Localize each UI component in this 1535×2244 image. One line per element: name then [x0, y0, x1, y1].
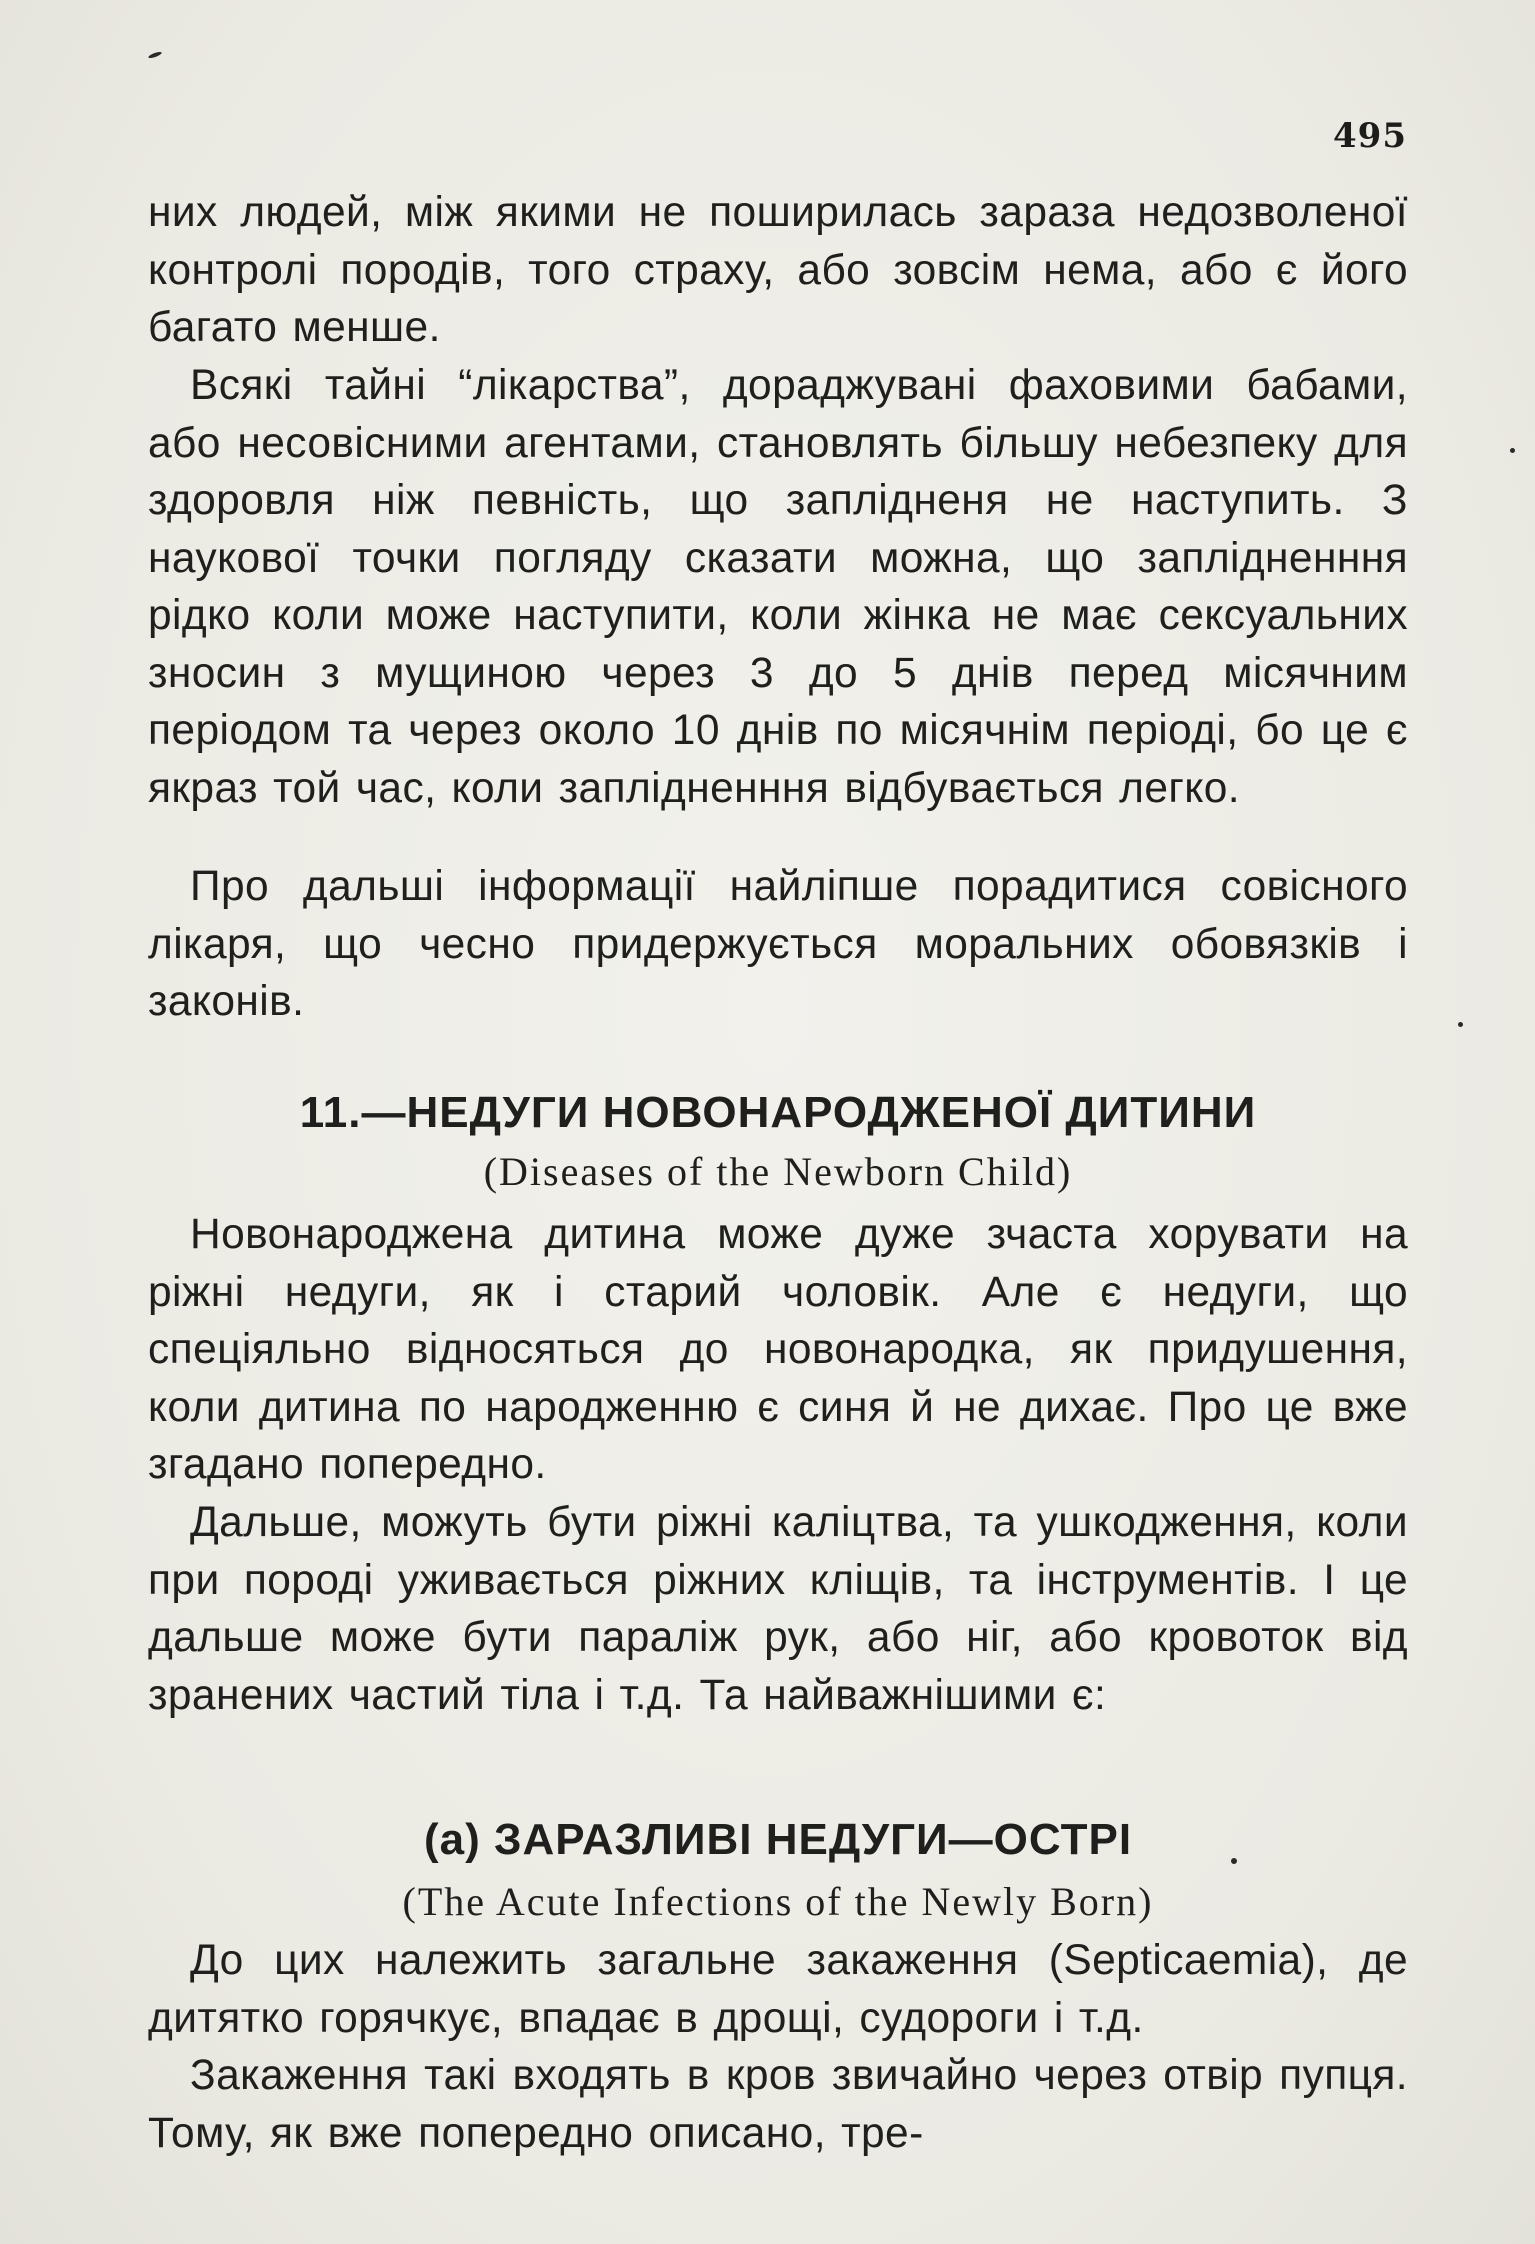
paragraph-septicaemia: До цих належить загальне закаження (Septicaemia), де дитятко горячкує, впадає в дрощі, судороги і т.д. — [148, 1937, 1408, 2042]
section-a-title: (а) ЗАРАЗЛИВІ НЕДУГИ—ОСТРІ — [423, 1815, 1133, 1864]
paragraph-injuries: Дальше, можуть бути ріжні каліцтва, та ушкодження, коли при породі уживається ріжних кліщів, та інструментів. І це дальше може бути параліж рук, або ніг, або кровоток від зранених частий тіла і т.д. Та найважнішими є: — [148, 1499, 1408, 1719]
paragraph-newborn-diseases: Новонароджена дитина може дуже зчаста хорувати на ріжні недуги, як і старий чоловік. Але є недуги, що спеціяльно відносяться до новонародка, як придушення, коли дитина по народженню є синя й не дихає. Про це вже згадано попередно. — [148, 1211, 1408, 1488]
paragraph-remedies: Всякі тайні “лікарства”, дораджувані фаховими бабами, або несовісними агентами, становлять більшу небезпеку для здоровля ніж певність, що заплідненя не наступить. З наукової точки погляду сказати можна, що заплідненння рідко коли може наступити, коли жінка не має сексуальних зносин з мущиною через 3 до 5 днів перед місячним періодом та через около 10 днів по місячнім періоді, бо це є якраз той час, коли заплідненння відбувається легко. — [148, 362, 1408, 812]
section-11-subtitle: (Diseases of the Newborn Child) — [483, 1149, 1073, 1194]
paragraph-continued: них людей, між якими не поширилась зараза недозволеної контролі породів, того страху, або зовсім нема, або є його багато менше. — [148, 189, 1408, 351]
paragraph-advice: Про дальші інформації найліпше порадитися совісного лікаря, що чесно придержується моральних обовязків і законів. — [148, 863, 1408, 1025]
paragraph-infection-entry: Закаження такі входять в кров звичайно через отвір пупця. Тому, як вже попередно описано, тре- — [148, 2052, 1408, 2157]
ink-speck — [1458, 1022, 1463, 1027]
page-number: 495 — [1333, 116, 1407, 156]
ink-speck — [148, 51, 163, 60]
ink-speck — [1510, 448, 1515, 453]
section-11-title: 11.—НЕДУГИ НОВОНАРОДЖЕНОЇ ДИТИНИ — [299, 1088, 1257, 1137]
section-a-subtitle: (The Acute Infections of the Newly Born) — [402, 1879, 1154, 1924]
